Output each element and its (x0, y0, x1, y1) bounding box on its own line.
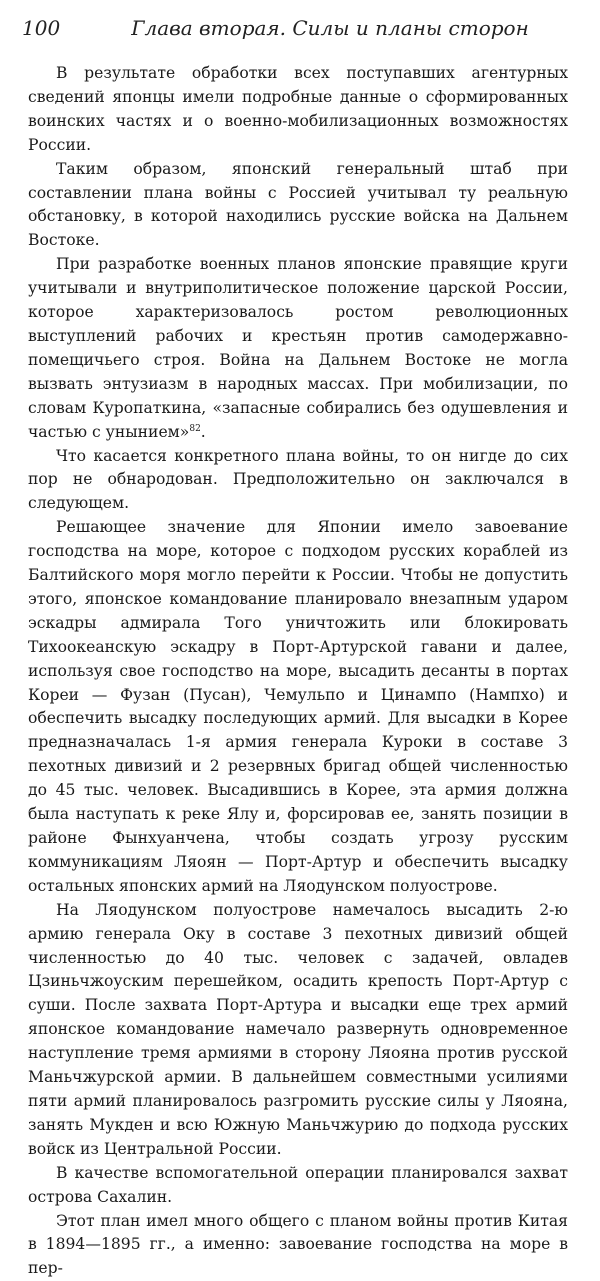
paragraph: Что касается конкретного плана войны, то он нигде до сих пор не обнародован. Предположительно он заключался в следующем. (28, 445, 568, 517)
footnote-ref: 82 (189, 423, 200, 433)
page-number: 100 (22, 16, 92, 40)
paragraph: В результате обработки всех поступавших агентурных сведений японцы имели подробные данные о сформированных воинских частях и о военно-мобилизационных возможностях России. (28, 62, 568, 158)
paragraph: Этот план имел много общего с планом войны против Китая в 1894—1895 гг., а именно: завоевание господства на море в пер- (28, 1210, 568, 1281)
running-title: Глава вторая. Силы и планы сторон (92, 16, 568, 40)
page-header (22, 16, 568, 46)
paragraph: При разработке военных планов японские правящие круги учитывали и внутриполитическое положение царской России, которое характеризовалось ростом революционных выступлений рабочих и крестьян против самодержавно-помещичьего строя. Война на Дальнем Востоке не могла вызвать энтузиазм в народных массах. При мобилизации, по словам Куропаткина, «запасные собирались без одушевления и частью с унынием»$^{82}$. (28, 253, 568, 444)
paragraph: В качестве вспомогательной операции планировался захват острова Сахалин. (28, 1162, 568, 1210)
paragraph: На Ляодунском полуострове намечалось высадить 2-ю армию генерала Оку в составе 3 пехотных дивизий общей численностью до 40 тыс. человек с задачей, овладев Цзиньчжоуским перешейком, осадить крепость Порт-Артур с суши. После захвата Порт-Артура и высадки еще трех армий японское командование намечало развернуть одновременное наступление тремя армиями в сторону Ляояна против русской Маньчжурской армии. В дальнейшем совместными усилиями пяти армий планировалось разгромить русские силы у Ляояна, занять Мукден и всю Южную Маньчжурию до подхода русских войск из Центральной России. (28, 899, 568, 1162)
paragraph: Таким образом, японский генеральный штаб при составлении плана войны с Россией учитывал ту реальную обстановку, в которой находились русские войска на Дальнем Востоке. (28, 158, 568, 254)
paragraph: Решающее значение для Японии имело завоевание господства на море, которое с подходом русских кораблей из Балтийского моря могло перейти к России. Чтобы не допустить этого, японское командование планировало внезапным ударом эскадры адмирала Того уничтожить или блокировать Тихоокеанскую эскадру в Порт-Артурской гавани и далее, используя свое господство на море, высадить десанты в портах Кореи — Фузан (Пусан), Чемульпо и Цинампо (Нампхо) и обеспечить высадку последующих армий. Для высадки в Корее предназначалась 1-я армия генерала Куроки в составе 3 пехотных дивизий и 2 резервных бригад общей численностью до 45 тыс. человек. Высадившись в Корее, эта армия должна была наступать к реке Ялу и, форсировав ее, занять позиции в районе Фынхуанчена, чтобы создать угрозу русским коммуникациям Ляоян — Порт-Артур и обеспечить высадку остальных японских армий на Ляодунском полуострове. (28, 516, 568, 899)
body-text (28, 62, 568, 1281)
